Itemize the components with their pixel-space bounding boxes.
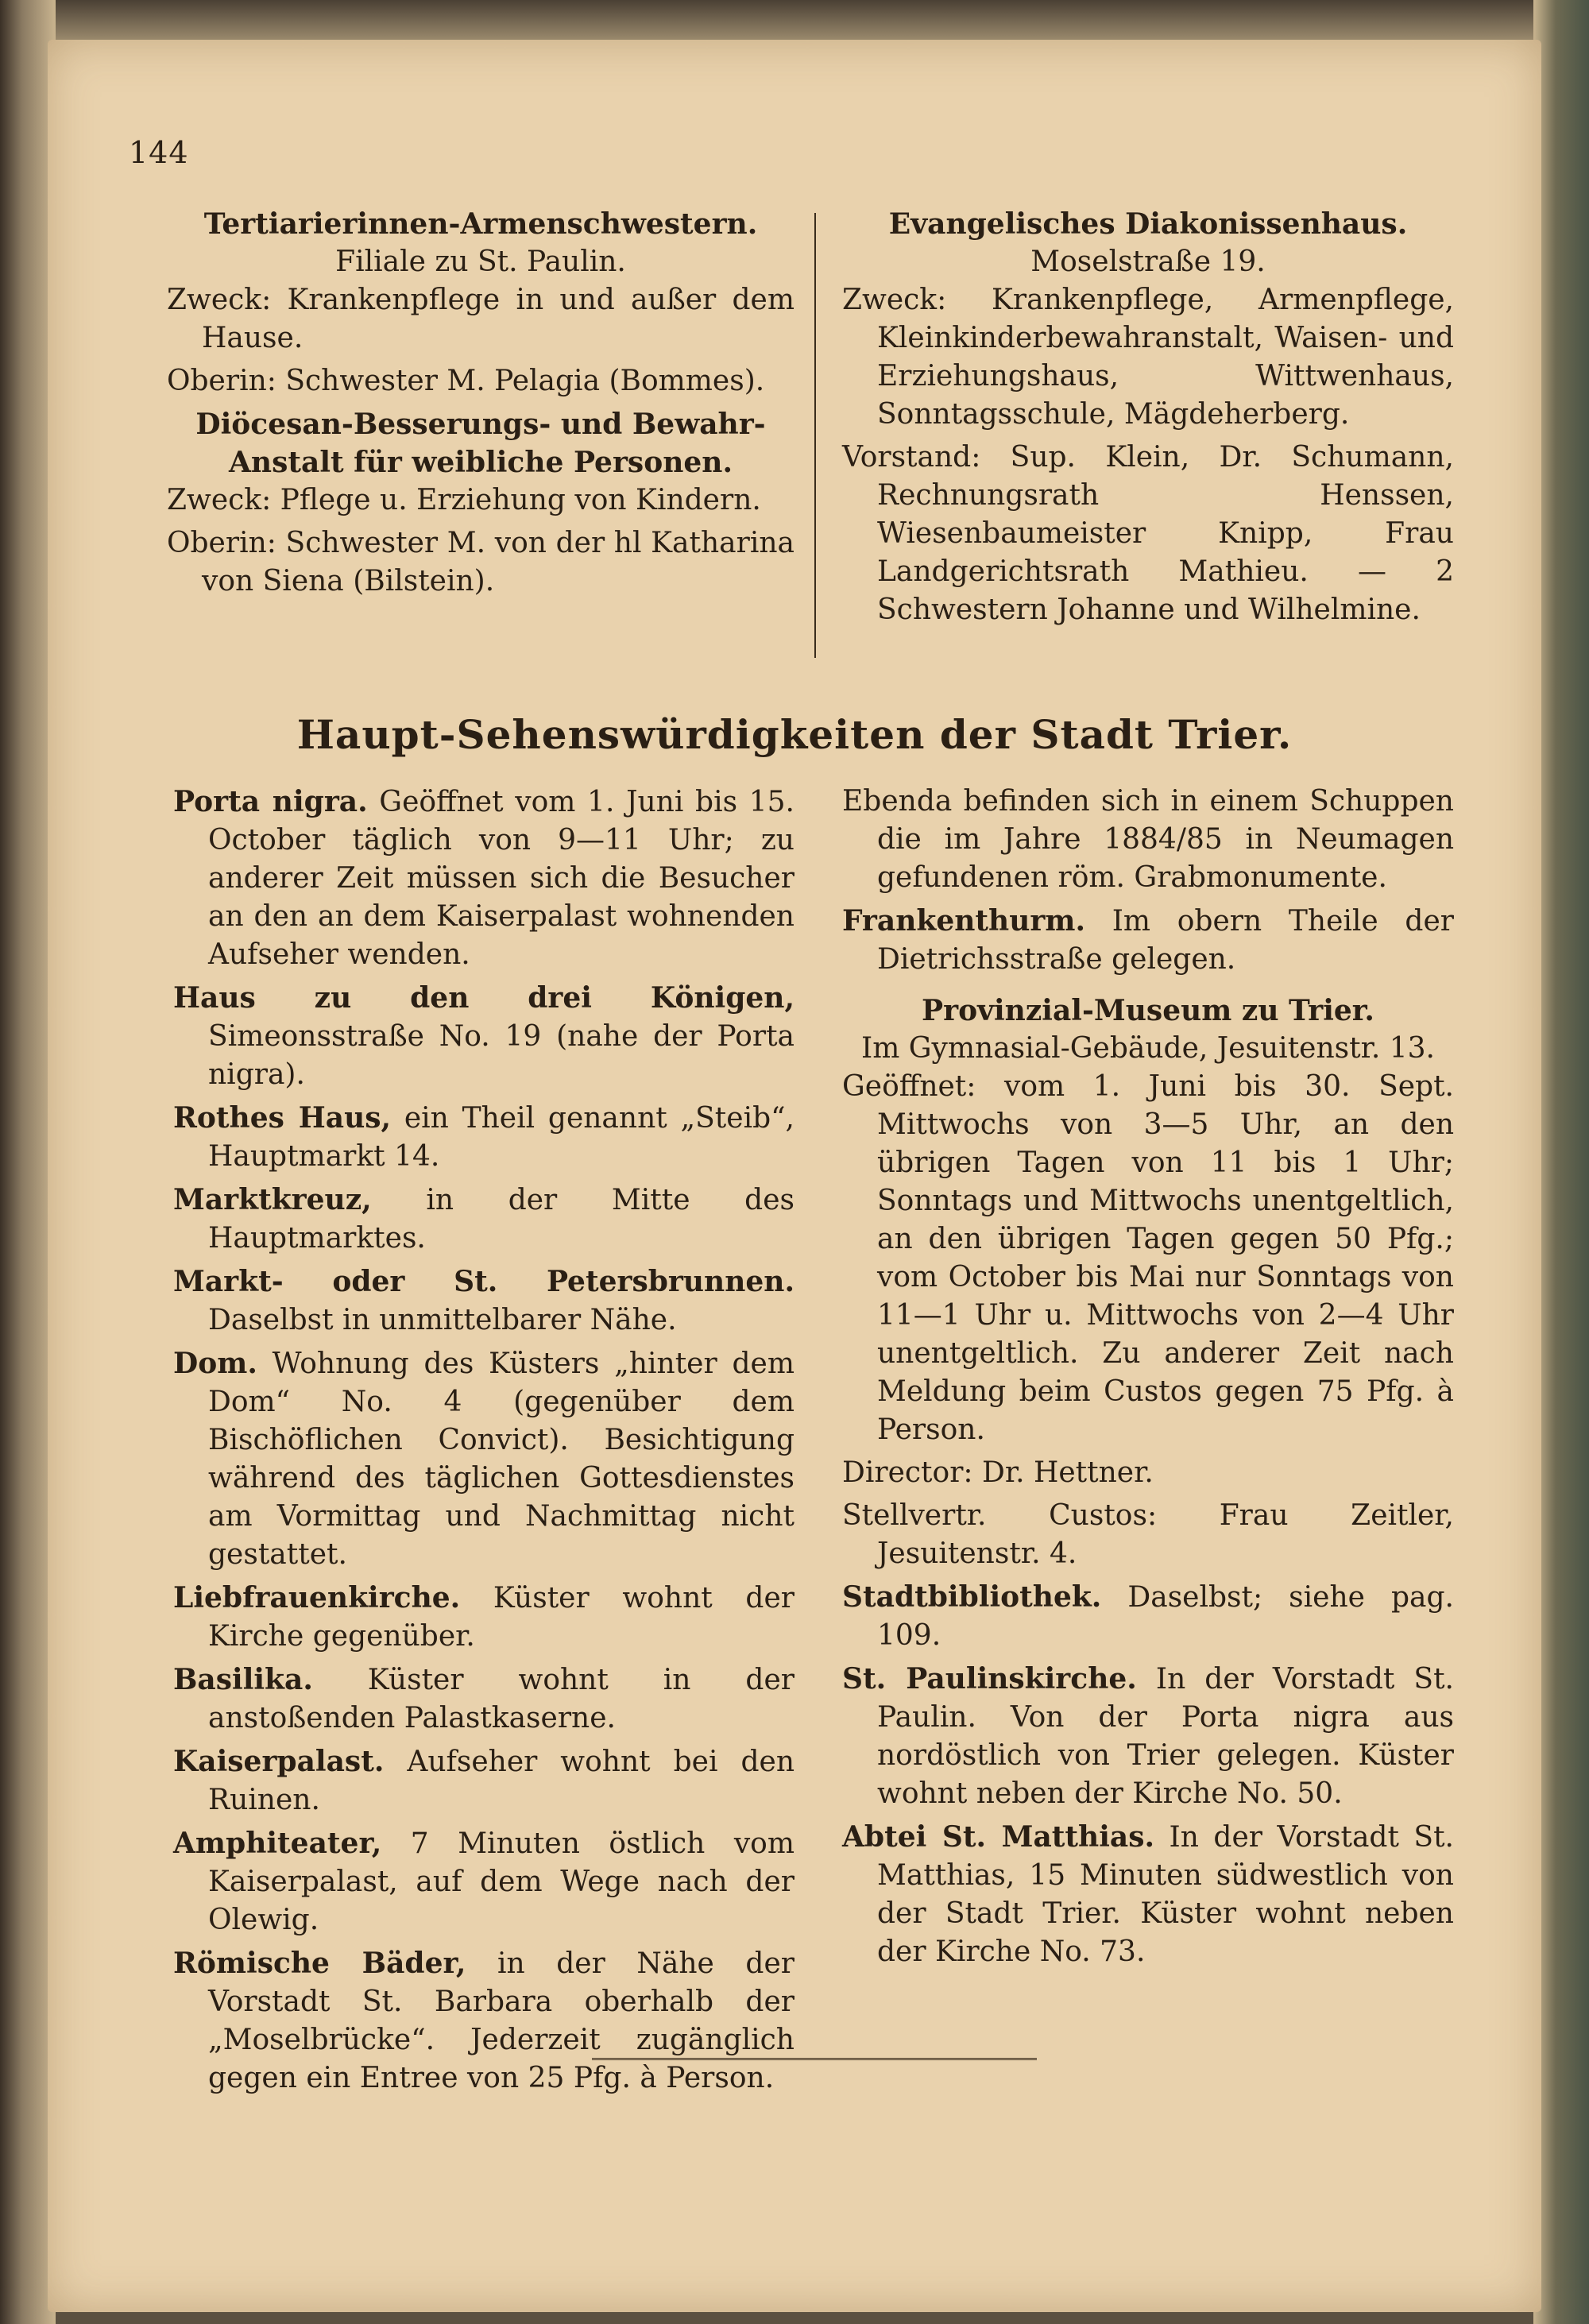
entry-term: Markt- oder St. Petersbrunnen.	[173, 1265, 794, 1298]
book-edge-right	[1533, 0, 1589, 2324]
entry-text: in der Nähe der Vorstadt St. Barbara oberhalb der „Moselbrücke“. Jederzeit zugänglich gegen ein Entree von 25 Pfg. à Person.	[208, 1947, 794, 2094]
section-heading: Diöcesan-Besserungs- und Bewahr-Anstalt für weibliche Personen.	[195, 408, 766, 479]
section-heading: Tertiarierinnen-Armenschwestern.	[203, 207, 758, 241]
entry-text: Wohnung des Küsters „hinter dem Dom“ No. 4 (gegenüber dem Bischöflichen Convict). Besichtigung während des täglichen Gottesdienstes am Vormittag und Nachmittag nicht gestattet.	[208, 1348, 794, 1571]
section-subheading: Filiale zu St. Paulin.	[335, 246, 626, 278]
entry	[173, 1742, 794, 1819]
entry-term: Römische Bäder,	[173, 1947, 466, 1980]
entry	[173, 979, 794, 1094]
entry	[842, 902, 1454, 979]
paragraph: Oberin: Schwester M. von der hl Katharina von Siena (Bilstein).	[167, 527, 794, 597]
section-subheading: Moselstraße 19.	[1030, 246, 1266, 278]
column-divider	[814, 213, 816, 658]
paragraph: Director: Dr. Hettner.	[842, 1456, 1154, 1489]
paragraph: Stellvertr. Custos: Frau Zeitler, Jesuitenstr. 4.	[842, 1499, 1454, 1570]
entry	[173, 1181, 794, 1258]
entry-text: in der Mitte des Hauptmarktes.	[208, 1184, 794, 1255]
entry-text: Daselbst; siehe pag. 109.	[877, 1581, 1454, 1652]
entry-term: Rothes Haus,	[173, 1101, 392, 1135]
entry	[173, 1579, 794, 1656]
entry	[173, 783, 794, 974]
entry-text: Simeonsstraße No. 19 (nahe der Porta nigra).	[208, 1020, 794, 1091]
entry-term: St. Paulinskirche.	[842, 1662, 1137, 1696]
entry-text: 7 Minuten östlich vom Kaiserpalast, auf dem Wege nach der Olewig.	[208, 1827, 794, 1936]
entry-term: Haus zu den drei Königen,	[173, 981, 794, 1015]
entry-term: Kaiserpalast.	[173, 1745, 385, 1778]
entry	[842, 1578, 1454, 1655]
paragraph: Zweck: Pflege u. Erziehung von Kindern.	[167, 484, 761, 516]
entry	[173, 1263, 794, 1340]
entry-term: Amphiteater,	[173, 1827, 382, 1860]
entry-text: Aufseher wohnt bei den Ruinen.	[208, 1746, 794, 1816]
page-number: 144	[129, 135, 189, 170]
paragraph: Zweck: Krankenpflege, Armenpflege, Kleinkinderbewahranstalt, Waisen- und Erziehungshaus, Wittwenhaus, Sonntagsschule, Mägdeherberg.	[842, 284, 1454, 431]
entry-term: Liebfrauenkirche.	[173, 1581, 461, 1614]
entry	[842, 1660, 1454, 1813]
main-title: Haupt-Sehenswürdigkeiten der Stadt Trier.	[296, 711, 1293, 758]
entry-text: Geöffnet vom 1. Juni bis 15. October täglich von 9—11 Uhr; zu anderer Zeit müssen sich die Besucher an den an dem Kaiserpalast wohnenden Aufseher wenden.	[208, 786, 794, 971]
entry	[173, 1661, 794, 1738]
top-left-column	[167, 205, 794, 605]
section-heading: Provinzial-Museum zu Trier.	[922, 994, 1374, 1027]
entry	[842, 1818, 1454, 1971]
entry-text: Im obern Theile der Dietrichsstraße gelegen.	[877, 905, 1454, 976]
entry-text: Küster wohnt der Kirche gegenüber.	[208, 1582, 794, 1653]
entry-text: Küster wohnt in der anstoßenden Palastkaserne.	[208, 1664, 794, 1734]
entry-term: Stadtbibliothek.	[842, 1580, 1102, 1614]
section-heading: Evangelisches Diakonissenhaus.	[888, 207, 1408, 241]
entry-text: In der Vorstadt St. Paulin. Von der Porta nigra aus nordöstlich von Trier gelegen. Küster wohnt neben der Kirche No. 50.	[877, 1663, 1454, 1810]
paragraph: Zweck: Krankenpflege in und außer dem Hause.	[167, 284, 794, 354]
section-subheading: Im Gymnasial-Gebäude, Jesuitenstr. 13.	[860, 1032, 1435, 1065]
entry-term: Frankenthurm.	[842, 904, 1085, 938]
entry	[173, 1824, 794, 1939]
footer-rule	[592, 2058, 1037, 2067]
main-right-column	[842, 783, 1454, 1976]
entry-term: Marktkreuz,	[173, 1183, 372, 1216]
top-right-column	[842, 205, 1454, 634]
entry	[173, 1099, 794, 1176]
entry-term: Abtei St. Matthias.	[842, 1820, 1155, 1854]
paragraph: Geöffnet: vom 1. Juni bis 30. Sept. Mittwochs von 3—5 Uhr, an den übrigen Tagen von 11 bis 1 Uhr; Sonntags und Mittwochs unentgeltlich, an den übrigen Tagen gegen 50 Pfg.; vom October bis Mai nur Sonntags von 11—1 Uhr u. Mittwochs von 2—4 Uhr unentgeltlich. Zu anderer Zeit nach Meldung beim Custos gegen 75 Pfg. à Person.	[842, 1070, 1454, 1446]
entry-term: Basilika.	[173, 1663, 313, 1696]
entry	[173, 1944, 794, 2098]
entry-text: Daselbst in unmittelbarer Nähe.	[208, 1304, 677, 1336]
paragraph: Oberin: Schwester M. Pelagia (Bommes).	[167, 365, 765, 397]
paragraph: Vorstand: Sup. Klein, Dr. Schumann, Rechnungsrath Henssen, Wiesenbaumeister Knipp, Frau Landgerichtsrath Mathieu. — 2 Schwestern Johanne und Wilhelmine.	[842, 441, 1454, 626]
entry-term: Dom.	[173, 1347, 257, 1380]
paragraph: Ebenda befinden sich in einem Schuppen die im Jahre 1884/85 in Neumagen gefundenen röm. Grabmonumente.	[842, 785, 1454, 894]
entry-text: ein Theil genannt „Steib“, Hauptmarkt 14.	[208, 1102, 794, 1173]
entry-term: Porta nigra.	[173, 785, 368, 818]
entry	[173, 1344, 794, 1574]
main-left-column	[173, 783, 794, 2102]
entry-text: In der Vorstadt St. Matthias, 15 Minuten südwestlich von der Stadt Trier. Küster wohnt neben der Kirche No. 73.	[877, 1821, 1454, 1968]
